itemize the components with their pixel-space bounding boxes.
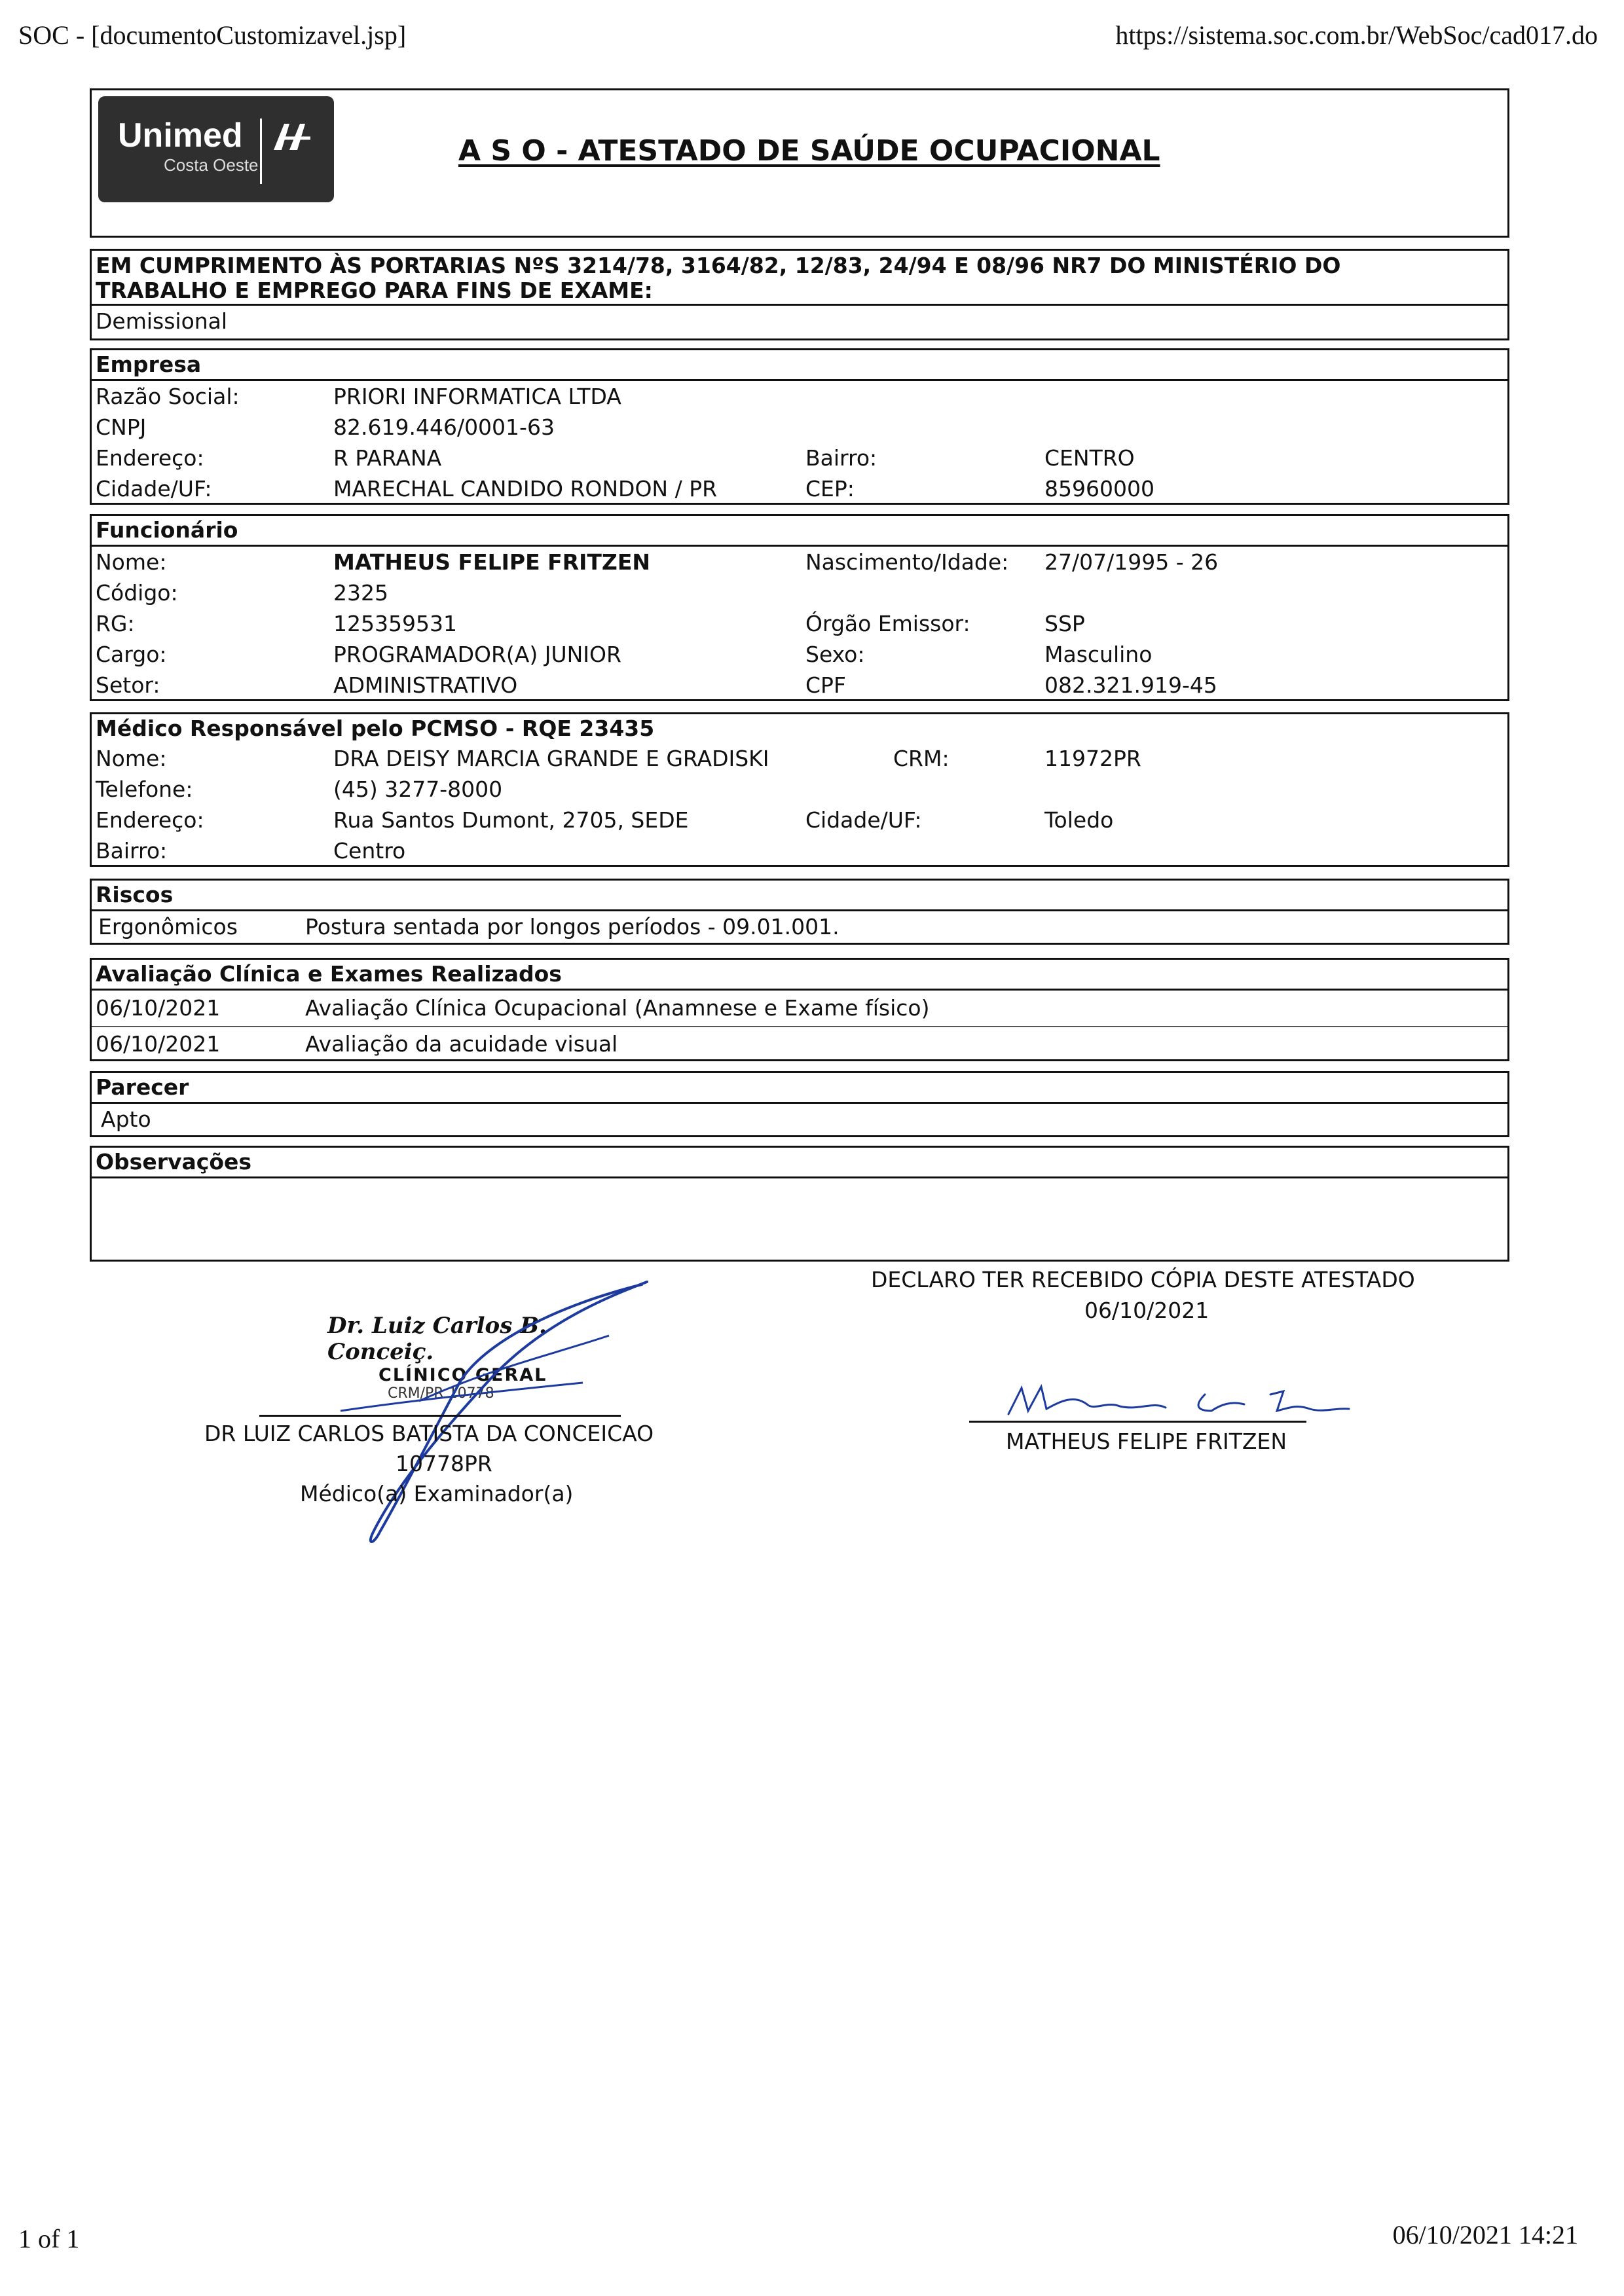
medico-cidade-value: Toledo [1044, 807, 1114, 833]
orgao-value: SSP [1044, 611, 1085, 636]
cnpj-value: 82.619.446/0001-63 [333, 414, 555, 440]
nome-value: MATHEUS FELIPE FRITZEN [333, 549, 650, 575]
employee-signature-icon [995, 1375, 1362, 1427]
avaliacao-date: 06/10/2021 [96, 995, 221, 1021]
funcionario-section [90, 514, 1509, 701]
empresa-cnpj-row [92, 412, 1507, 443]
medico-endereco-label: Endereço: [96, 807, 204, 833]
medico-nome-row [92, 743, 1507, 774]
riscos-section [90, 879, 1509, 945]
avaliacao-desc: Avaliação da acuidade visual [305, 1031, 618, 1057]
funcionario-nome-row [92, 547, 1507, 577]
funcionario-title: Funcionário [92, 516, 1507, 547]
sexo-label: Sexo: [805, 642, 865, 667]
codigo-value: 2325 [333, 580, 388, 606]
empresa-title: Empresa [92, 350, 1507, 381]
employee-signature-line [969, 1421, 1306, 1423]
medico-bairro-label: Bairro: [96, 838, 168, 864]
funcionario-codigo-row [92, 577, 1507, 608]
stamp-crm: CRM/PR 10778 [388, 1385, 494, 1402]
empresa-razao-row [92, 381, 1507, 412]
parecer-row [92, 1104, 1507, 1135]
avaliacao-desc: Avaliação Clínica Ocupacional (Anamnese e Exame físico) [305, 995, 930, 1021]
cargo-label: Cargo: [96, 642, 167, 667]
rg-label: RG: [96, 611, 135, 636]
examiner-crm: 10778PR [396, 1451, 492, 1476]
endereco-value: R PARANA [333, 445, 442, 471]
declaration-text: DECLARO TER RECEBIDO CÓPIA DESTE ATESTADO [871, 1267, 1415, 1292]
crm-value: 11972PR [1044, 746, 1141, 771]
cargo-value: PROGRAMADOR(A) JUNIOR [333, 642, 621, 667]
medico-nome-label: Nome: [96, 746, 167, 771]
logo-divider [260, 118, 262, 184]
avaliacao-item [92, 991, 1507, 1027]
risco-tipo: Ergonômicos [98, 914, 238, 939]
exam-type-row [92, 306, 1507, 337]
empresa-cidade-row [92, 473, 1507, 504]
orgao-label: Órgão Emissor: [805, 611, 970, 636]
print-header-url: https://sistema.soc.com.br/WebSoc/cad017.do [1115, 20, 1598, 50]
medico-endereco-row [92, 805, 1507, 835]
print-header-title: SOC - [documentoCustomizavel.jsp] [18, 20, 407, 50]
parecer-section [90, 1071, 1509, 1137]
nascimento-value: 27/07/1995 - 26 [1044, 549, 1219, 575]
observacoes-title: Observações [92, 1148, 1507, 1178]
cep-label: CEP: [805, 476, 855, 501]
logo-subtitle: Costa Oeste [164, 155, 259, 175]
cidade-value: MARECHAL CANDIDO RONDON / PR [333, 476, 718, 501]
avaliacao-item [92, 1027, 1507, 1061]
avaliacao-date: 06/10/2021 [96, 1031, 221, 1057]
empresa-endereco-row [92, 443, 1507, 473]
risco-descricao: Postura sentada por longos períodos - 09.01.001. [305, 914, 840, 939]
medico-telefone-row [92, 774, 1507, 805]
logo-name: Unimed [118, 117, 243, 155]
funcionario-setor-row [92, 670, 1507, 701]
bairro-label: Bairro: [805, 445, 877, 471]
setor-value: ADMINISTRATIVO [333, 672, 518, 698]
razao-value: PRIORI INFORMATICA LTDA [333, 384, 621, 409]
riscos-row [92, 911, 1507, 942]
print-footer-datetime: 06/10/2021 14:21 [1392, 2220, 1578, 2250]
funcionario-cargo-row [92, 639, 1507, 670]
avaliacao-section [90, 958, 1509, 1061]
parecer-value: Apto [101, 1106, 151, 1132]
sexo-value: Masculino [1044, 642, 1153, 667]
cidade-label: Cidade/UF: [96, 476, 212, 501]
unimed-tree-icon [270, 120, 316, 153]
bairro-value: CENTRO [1044, 445, 1135, 471]
stamp-specialty: CLÍNICO GERAL [378, 1365, 547, 1385]
medico-section [90, 712, 1509, 867]
telefone-value: (45) 3277-8000 [333, 776, 503, 802]
doctor-signature-icon [327, 1270, 668, 1558]
endereco-label: Endereço: [96, 445, 204, 471]
nome-label: Nome: [96, 549, 167, 575]
cpf-label: CPF [805, 672, 846, 698]
examiner-signature-line [259, 1415, 621, 1417]
compliance-text-line1: EM CUMPRIMENTO ÀS PORTARIAS NºS 3214/78, 3164/82, 12/83, 24/94 E 08/96 NR7 DO MINISTÉRIO DO [96, 253, 1341, 278]
parecer-title: Parecer [92, 1073, 1507, 1104]
print-footer-page: 1 of 1 [18, 2224, 80, 2253]
examiner-role: Médico(a) Examinador(a) [300, 1481, 574, 1506]
setor-label: Setor: [96, 672, 160, 698]
medico-endereco-value: Rua Santos Dumont, 2705, SEDE [333, 807, 689, 833]
employee-name: MATHEUS FELIPE FRITZEN [1006, 1429, 1287, 1454]
medico-bairro-value: Centro [333, 838, 406, 864]
compliance-box [90, 249, 1509, 340]
riscos-title: Riscos [92, 881, 1507, 911]
cpf-value: 082.321.919-45 [1044, 672, 1217, 698]
telefone-label: Telefone: [96, 776, 193, 802]
codigo-label: Código: [96, 580, 178, 606]
exam-type: Demissional [96, 308, 228, 334]
razao-label: Razão Social: [96, 384, 240, 409]
nascimento-label: Nascimento/Idade: [805, 549, 1009, 575]
compliance-text-line2: TRABALHO E EMPREGO PARA FINS DE EXAME: [96, 278, 653, 303]
declaration-date: 06/10/2021 [1084, 1298, 1209, 1323]
cep-value: 85960000 [1044, 476, 1154, 501]
stamp-name: Dr. Luiz Carlos B. Conceiç. [327, 1313, 547, 1365]
observacoes-row [92, 1178, 1507, 1209]
unimed-logo [98, 96, 334, 202]
examiner-name: DR LUIZ CARLOS BATISTA DA CONCEICAO [204, 1421, 654, 1446]
funcionario-rg-row [92, 608, 1507, 639]
observacoes-section [90, 1146, 1509, 1262]
medico-bairro-row [92, 835, 1507, 866]
cnpj-label: CNPJ [96, 414, 147, 440]
medico-nome-value: DRA DEISY MARCIA GRANDE E GRADISKI [333, 746, 769, 771]
medico-title: Médico Responsável pelo PCMSO - RQE 23435 [96, 716, 655, 741]
rg-value: 125359531 [333, 611, 457, 636]
document-title: A S O - ATESTADO DE SAÚDE OCUPACIONAL [458, 134, 1160, 168]
medico-cidade-label: Cidade/UF: [805, 807, 922, 833]
avaliacao-title: Avaliação Clínica e Exames Realizados [92, 960, 1507, 991]
crm-label: CRM: [893, 746, 950, 771]
empresa-section [90, 348, 1509, 505]
